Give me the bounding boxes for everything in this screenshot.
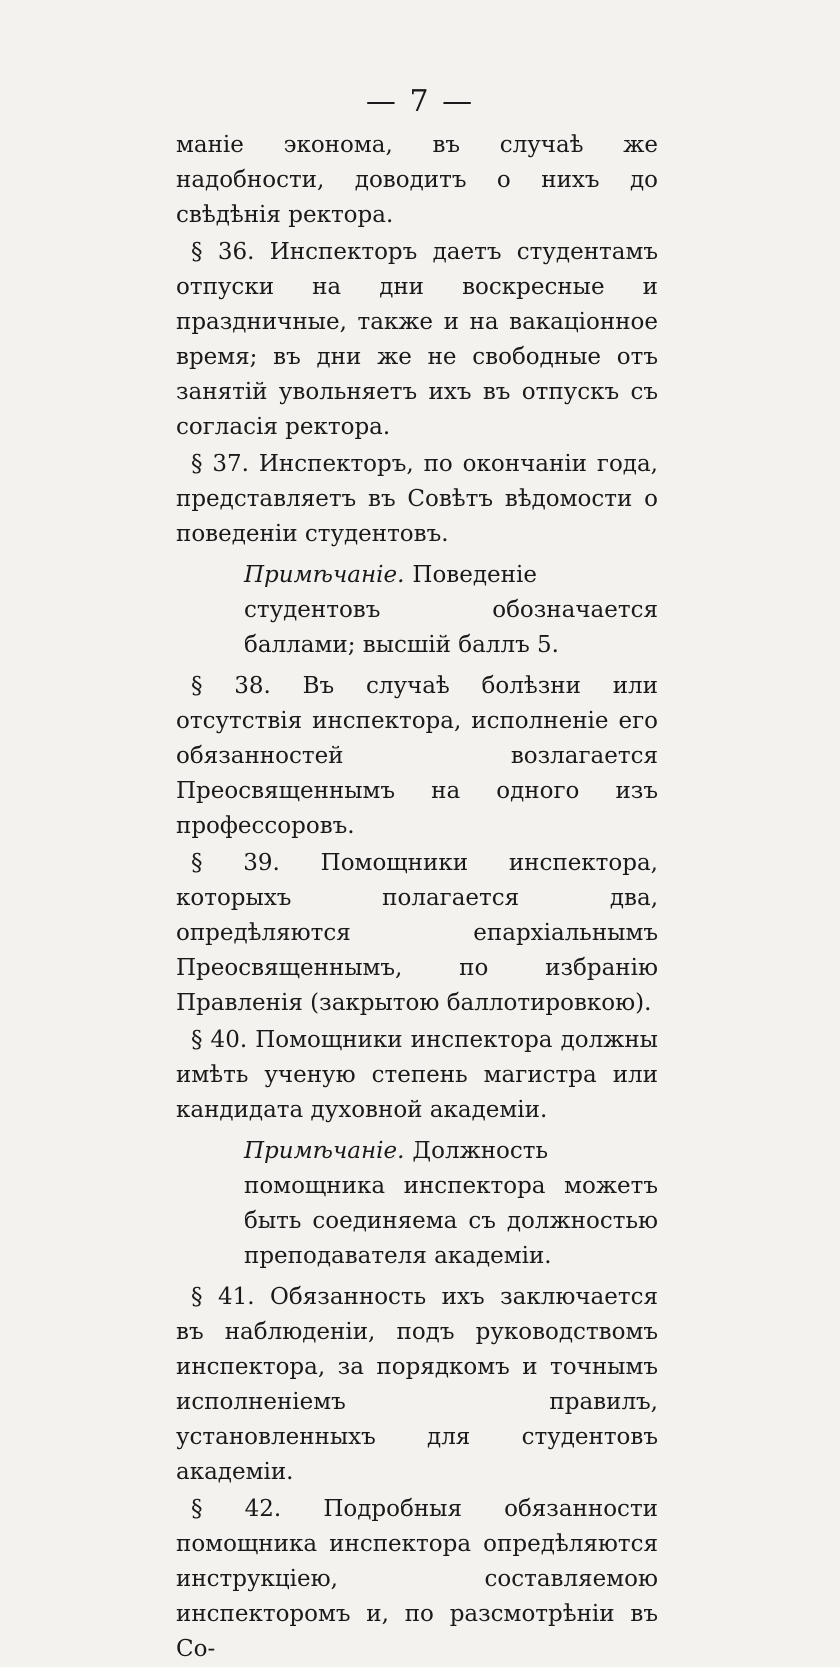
paragraph-38: § 38. Въ случаѣ болѣзни или отсутствія инспектора, исполненіе его обязанностей возлагается Преосвященнымъ на одного изъ профессоровъ. [176,673,658,839]
paragraph-37: § 37. Инспекторъ, по окончаніи года, представляетъ въ Совѣтъ вѣдомости о поведеніи студентовъ. [176,451,658,547]
note-40 [244,1134,658,1274]
note-37-text: Поведеніе студентовъ обозначается баллами; высшій баллъ 5. [244,562,658,658]
paragraph-42: § 42. Подробныя обязанности помощника инспектора опредѣляются инструкціею, составляемою инспекторомъ и, по разсмотрѣніи въ Со- [176,1496,658,1662]
note-40-label: Примѣчаніе. [244,1138,405,1164]
note-40-text: Должность помощника инспектора можетъ быть соединяема съ должностью преподавателя академіи. [244,1138,658,1269]
note-37-label: Примѣчаніе. [244,562,405,588]
paragraph-continuation: маніе эконома, въ случаѣ же надобности, доводитъ о нихъ до свѣдѣнія ректора. [176,132,658,228]
paragraph-39: § 39. Помощники инспектора, которыхъ полагается два, опредѣляются епархіальнымъ Преосвященнымъ, по избранію Правленія (закрытою баллотировкою). [176,850,658,1016]
paragraph-36: § 36. Инспекторъ даетъ студентамъ отпуски на дни воскресные и праздничные, также и на вакаціонное время; въ дни же не свободные отъ занятій увольняетъ ихъ въ отпускъ съ согласія ректора. [176,239,658,440]
paragraph-40: § 40. Помощники инспектора должны имѣть ученую степень магистра или кандидата духовной академіи. [176,1027,658,1123]
note-37 [244,558,658,663]
paragraph-41: § 41. Обязанность ихъ заключается въ наблюденіи, подъ руководствомъ инспектора, за порядкомъ и точнымъ исполненіемъ правилъ, установленныхъ для студентовъ академіи. [176,1284,658,1485]
body-text [176,128,658,1667]
page-number: — 7 — [365,84,475,119]
